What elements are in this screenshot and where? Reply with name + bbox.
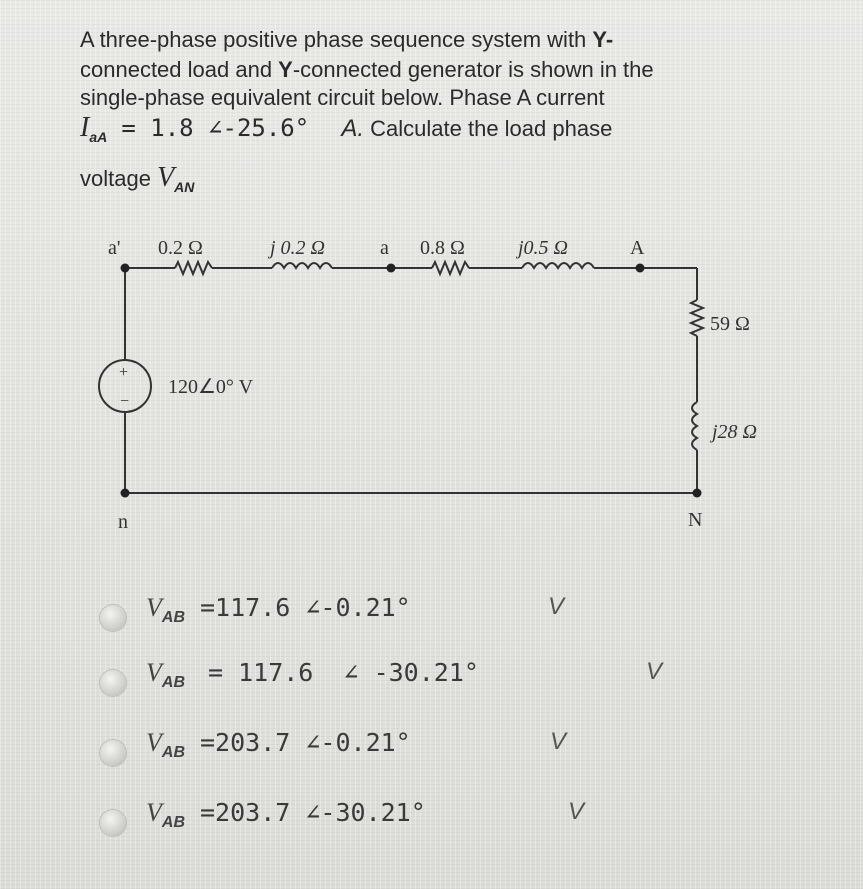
label-r-line-gen: 0.2 Ω xyxy=(158,237,203,259)
option-unit: V xyxy=(550,728,567,755)
label-x-line: j0.5 Ω xyxy=(518,237,569,259)
source-plus: + xyxy=(119,364,129,381)
question-text-bold: Y xyxy=(278,57,293,82)
option-symbol-letter: V xyxy=(146,658,162,687)
option-1[interactable] xyxy=(100,595,620,629)
resistor-0.8 xyxy=(432,262,469,274)
inductor-j0.2 xyxy=(272,263,332,268)
source-minus: − xyxy=(120,393,130,410)
label-a: a xyxy=(380,237,389,259)
question-text: single-phase equivalent circuit below. Phase A current xyxy=(80,85,605,110)
voltage-symbol: V xyxy=(157,162,175,193)
option-value: =203.7 ∠-30.21° xyxy=(200,798,426,827)
question-text: Calculate the load phase xyxy=(370,116,613,141)
option-symbol xyxy=(146,798,185,831)
resistor-0.2 xyxy=(175,262,212,274)
option-symbol xyxy=(146,658,185,691)
option-subscript: AB xyxy=(161,814,185,831)
option-subscript: AB xyxy=(161,674,185,691)
current-symbol: I xyxy=(80,112,90,143)
option-2[interactable] xyxy=(100,660,680,694)
option-value: = 117.6 ∠ -30.21° xyxy=(208,658,479,687)
current-value: = 1.8 ∠-25.6° xyxy=(121,114,310,142)
voltage-subscript: AN xyxy=(174,179,195,195)
inductor-j28 xyxy=(692,402,697,450)
node-a-prime xyxy=(121,264,130,273)
option-unit: V xyxy=(568,798,585,825)
option-symbol-letter: V xyxy=(146,798,162,827)
label-a-prime: a' xyxy=(108,237,121,259)
current-subscript: aA xyxy=(89,129,108,145)
option-4[interactable] xyxy=(100,800,620,834)
option-symbol-letter: V xyxy=(146,593,162,622)
node-a xyxy=(387,264,396,273)
option-symbol xyxy=(146,728,185,761)
current-unit: A. xyxy=(341,115,365,142)
option-value: =117.6 ∠-0.21° xyxy=(200,593,411,622)
option-subscript: AB xyxy=(161,609,185,626)
label-r-load: 59 Ω xyxy=(710,313,750,335)
question-text: -connected generator is shown in the xyxy=(292,57,654,82)
label-N: N xyxy=(688,509,703,531)
option-symbol xyxy=(146,593,185,626)
label-A: A xyxy=(630,237,645,259)
option-subscript: AB xyxy=(161,744,185,761)
inductor-j0.5 xyxy=(522,263,594,268)
option-symbol-letter: V xyxy=(146,728,162,757)
option-unit: V xyxy=(548,593,565,620)
node-n xyxy=(121,489,130,498)
option-value: =203.7 ∠-0.21° xyxy=(200,728,411,757)
label-r-line: 0.8 Ω xyxy=(420,237,465,259)
resistor-59 xyxy=(691,300,703,336)
label-n: n xyxy=(118,511,128,533)
label-x-load: j28 Ω xyxy=(712,421,758,443)
radio-option-4[interactable] xyxy=(100,810,126,836)
label-x-line-gen: j 0.2 Ω xyxy=(270,237,326,259)
label-source: 120∠0° V xyxy=(168,376,254,398)
radio-option-1[interactable] xyxy=(100,605,126,631)
radio-option-2[interactable] xyxy=(100,670,126,696)
question-text: A three-phase positive phase sequence system with xyxy=(80,27,587,52)
node-A xyxy=(636,264,645,273)
radio-option-3[interactable] xyxy=(100,740,126,766)
node-N xyxy=(693,489,702,498)
option-3[interactable] xyxy=(100,730,620,764)
question-text: connected load and xyxy=(80,57,279,82)
question-text-bold: Y- xyxy=(592,27,614,52)
question-text: voltage xyxy=(80,166,158,191)
option-unit: V xyxy=(646,658,663,685)
